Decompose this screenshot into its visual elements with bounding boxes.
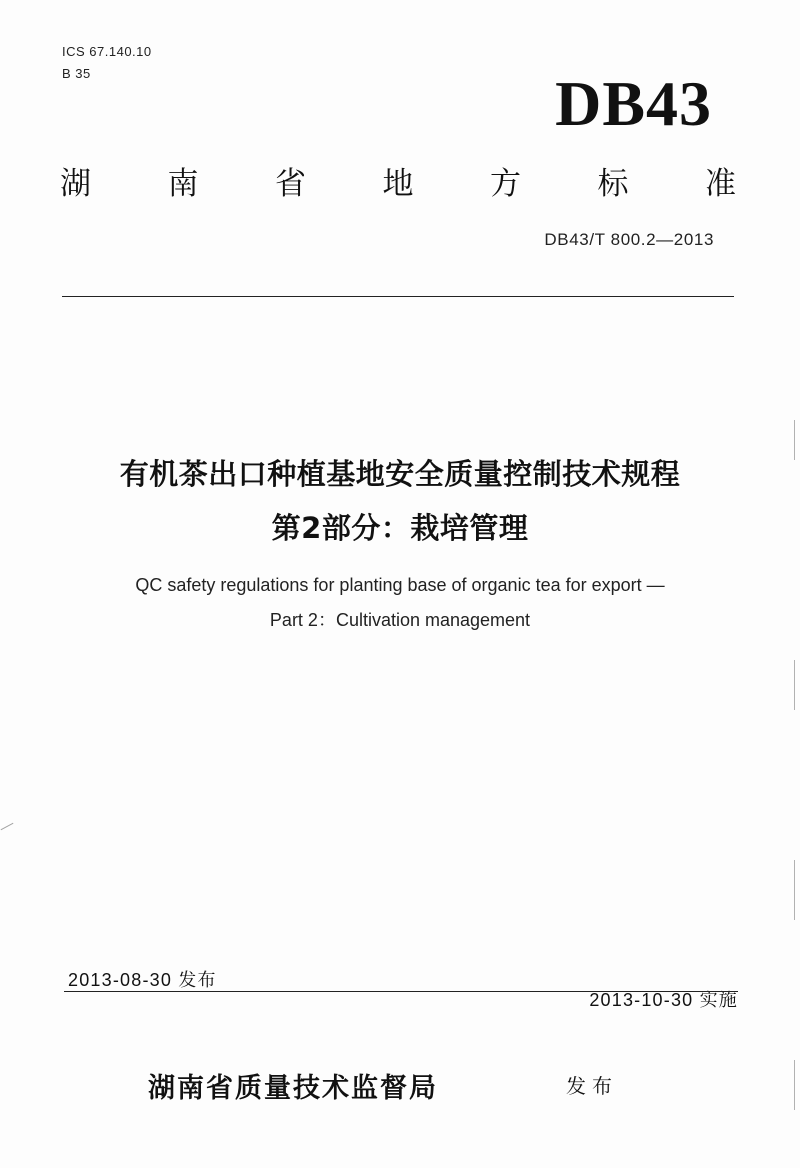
publish-label: 发布 xyxy=(566,1074,618,1098)
issue-date: 2013-08-30 发布 xyxy=(68,970,217,990)
title-chinese-line1: 有机茶出口种植基地安全质量控制技术规程 xyxy=(119,457,681,491)
standard-type-char: 标 xyxy=(597,166,629,202)
standard-type-char: 湖 xyxy=(60,166,91,202)
footer-divider xyxy=(64,991,738,992)
publisher-name: 湖南省质量技术监督局 xyxy=(148,1073,438,1104)
standard-type-char: 南 xyxy=(167,166,199,202)
title-english-line1: QC safety regulations for planting base of organic tea for export — xyxy=(135,575,665,595)
ics-code: ICS 67.140.10 xyxy=(62,44,152,59)
standard-type-char: 地 xyxy=(382,166,414,202)
scan-artifact xyxy=(794,1060,795,1110)
title-english-line2: Part 2：Cultivation management xyxy=(269,610,531,630)
standard-type-char: 准 xyxy=(705,166,736,202)
header-divider xyxy=(62,296,734,297)
scan-artifact xyxy=(794,420,795,460)
standard-type-char: 省 xyxy=(275,166,306,202)
scan-artifact xyxy=(794,860,795,920)
standard-number: DB43/T 800.2—2013 xyxy=(544,230,714,249)
scan-artifact xyxy=(794,660,795,710)
title-chinese-line2: 第2部分：栽培管理 xyxy=(271,511,529,545)
standard-type-heading xyxy=(60,158,736,203)
standard-type-char: 方 xyxy=(490,166,521,202)
standard-code-logo: DB43 xyxy=(555,68,712,139)
scan-artifact xyxy=(1,823,14,830)
implementation-date: 2013-10-30 实施 xyxy=(589,990,738,1010)
ccs-code: B 35 xyxy=(62,66,91,81)
